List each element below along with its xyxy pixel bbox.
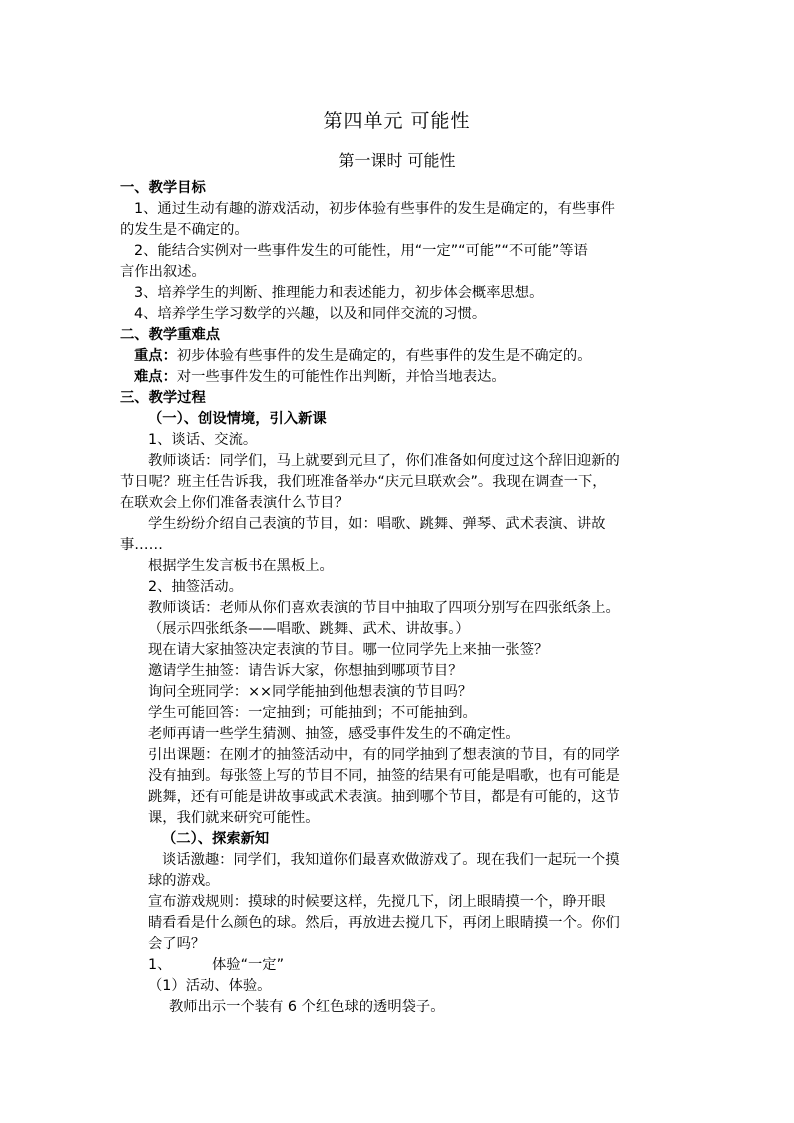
text-line [120, 367, 680, 388]
text-line: 球的游戏。 [148, 873, 220, 889]
text-line: 现在请大家抽签决定表演的节目。哪一位同学先上来抽一张签？ [148, 642, 549, 658]
text-line: 跳舞，还有可能是讲故事或武术表演。抽到哪个节目，都是有可能的，这节 [148, 789, 620, 805]
text-line: 言作出叙述。 [120, 264, 206, 280]
text-line: 事…… [120, 537, 163, 553]
text-line: （展示四张纸条——唱歌、跳舞、武术、讲故事。） [148, 621, 470, 637]
text-line: 引出课题：在刚才的抽签活动中，有的同学抽到了想表演的节目，有的同学 [148, 747, 620, 763]
text-line: 会了吗？ [148, 936, 206, 952]
section-heading: 二、教学重难点 [120, 327, 221, 343]
text-line: 3、培养学生的判断、推理能力和表述能力，初步体会概率思想。 [134, 285, 544, 301]
text-line: 谈话激趣：同学们，我知道你们最喜欢做游戏了。现在我们一起玩一个摸 [162, 852, 620, 868]
inline-text: 体验“一定” [212, 957, 285, 973]
text-line: 教师谈话：老师从你们喜欢表演的节目中抽取了四项分别写在四张纸条上。 [148, 600, 620, 616]
section-heading: （二）、探索新知 [162, 831, 270, 847]
inline-label: 难点： [134, 369, 177, 385]
text-line: 4、培养学生学习数学的兴趣，以及和同伴交流的习惯。 [134, 306, 487, 322]
text-line: 睛看看是什么颜色的球。然后，再放进去搅几下，再闭上眼睛摸一个。你们 [148, 915, 620, 931]
text-line: 2、抽签活动。 [148, 579, 243, 595]
text-line: 询问全班同学：××同学能抽到他想表演的节目吗？ [148, 684, 473, 700]
text-line [120, 955, 680, 976]
section-heading: （一）、创设情境，引入新课 [148, 411, 327, 427]
text-line: 在联欢会上你们准备表演什么节目？ [120, 495, 349, 511]
item-number: 1、 [148, 957, 172, 973]
unit-title: 第四单元 可能性 [323, 110, 471, 132]
text-line: 的发生是不确定的。 [120, 222, 249, 238]
text-line: 教师谈话：同学们，马上就要到元旦了，你们准备如何度过这个辞旧迎新的 [148, 453, 620, 469]
text-line: 邀请学生抽签：请告诉大家，你想抽到哪项节目？ [148, 663, 463, 679]
text-line [120, 346, 680, 367]
inline-text: 对一些事件发生的可能性作出判断，并恰当地表达。 [176, 369, 506, 385]
text-line: 2、能结合实例对一些事件发生的可能性，用“一定”“可能”“不可能”等语 [134, 243, 588, 259]
text-line: 学生纷纷介绍自己表演的节目，如：唱歌、跳舞、弹琴、武术表演、讲故 [148, 516, 606, 532]
text-line: 宣布游戏规则：摸球的时候要这样，先搅几下，闭上眼睛摸一个，睁开眼 [148, 894, 606, 910]
text-line: 老师再请一些学生猜测、抽签，感受事件发生的不确定性。 [148, 726, 520, 742]
section-heading: 一、教学目标 [120, 180, 206, 196]
text-line: 学生可能回答：一定抽到；可能抽到；不可能抽到。 [148, 705, 477, 721]
section-heading: 三、教学过程 [120, 390, 206, 406]
lesson-title: 第一课时 可能性 [338, 151, 456, 170]
inline-text: 初步体验有些事件的发生是确定的，有些事件的发生是不确定的。 [176, 348, 592, 364]
text-line: 教师出示一个装有 6 个红色球的透明袋子。 [169, 999, 445, 1015]
text-line: 根据学生发言板书在黑板上。 [148, 558, 334, 574]
text-line: 节日呢？班主任告诉我，我们班准备举办“庆元旦联欢会”。我现在调查一下， [120, 474, 607, 490]
document-body [120, 178, 680, 1018]
text-line: 1、谈话、交流。 [148, 432, 258, 448]
inline-label: 重点： [134, 348, 177, 364]
text-line: 课，我们就来研究可能性。 [148, 810, 320, 826]
text-line: 没有抽到。每张签上写的节目不同，抽签的结果有可能是唱歌，也有可能是 [148, 768, 620, 784]
text-line: （1）活动、体验。 [148, 978, 272, 994]
text-line: 1、通过生动有趣的游戏活动，初步体验有些事件的发生是确定的，有些事件 [134, 201, 615, 217]
